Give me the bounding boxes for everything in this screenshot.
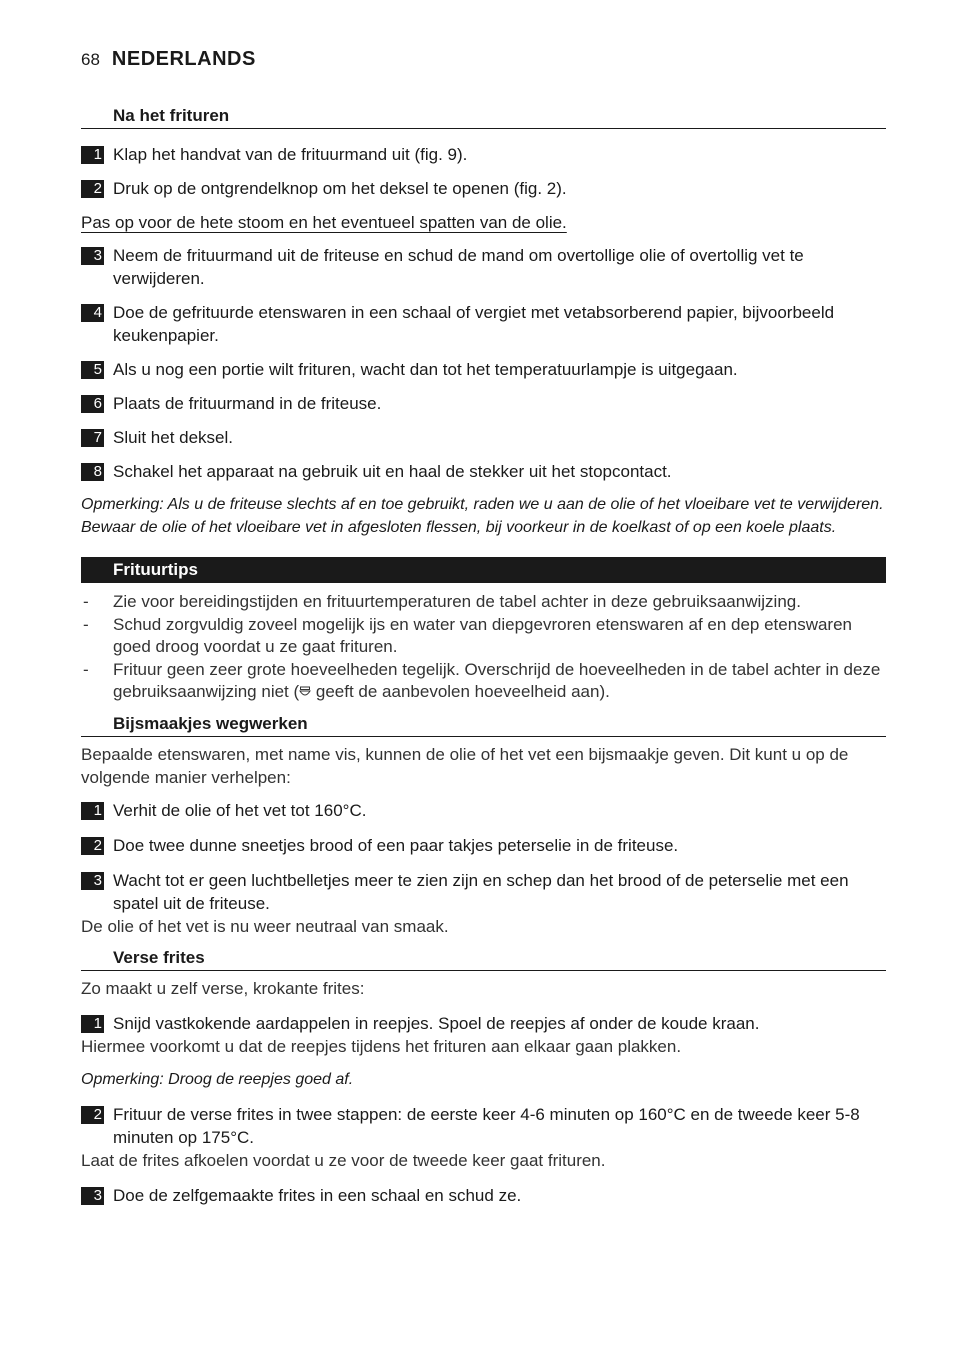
step-4 bbox=[81, 301, 886, 347]
step-number: 6 bbox=[81, 395, 104, 413]
step-1 bbox=[81, 143, 886, 166]
step-text: Neem de frituurmand uit de friteuse en schud de mand om overtollige olie of overtollig vet te verwijderen. bbox=[113, 246, 804, 288]
step-text: Als u nog een portie wilt frituren, wacht dan tot het temperatuurlampje is uitgegaan. bbox=[113, 360, 738, 379]
step-number: 4 bbox=[81, 304, 104, 322]
list-item: - Schud zorgvuldig zoveel mogelijk ijs en water van diepgevroren etenswaren af en dep etenswaren goed droog voordat u ze gaat frituren. bbox=[81, 614, 886, 659]
step-number: 5 bbox=[81, 361, 104, 379]
tip-text-start: Frituur geen zeer grote hoeveelheden tegelijk. Overschrijd de hoeveelheden in de tabel achter in deze gebruiksaanwijzing niet ( bbox=[113, 659, 881, 701]
note-text: Opmerking: Droog de reepjes goed af. bbox=[81, 1070, 354, 1088]
step-text: Plaats de frituurmand in de friteuse. bbox=[113, 394, 382, 413]
step-1 bbox=[81, 1012, 886, 1035]
step-5 bbox=[81, 358, 886, 381]
step-text: Doe de zelfgemaakte frites in een schaal en schud ze. bbox=[113, 1185, 522, 1205]
warning-text: Pas op voor de hete stoom en het eventueel spatten van de olie. bbox=[81, 213, 567, 232]
section-title-na-het-frituren: Na het frituren bbox=[81, 106, 886, 129]
step-followup-text: Hiermee voorkomt u dat de reepjes tijdens het frituren aan elkaar gaan plakken. bbox=[81, 1036, 682, 1056]
intro-text: Bepaalde etenswaren, met name vis, kunnen de olie of het vet een bijsmaakje geven. Dit kunt u op de volgende manier verhelpen: bbox=[81, 744, 849, 787]
step-text: Wacht tot er geen luchtbelletjes meer te zien zijn en schep dan het brood of de peterselie met een spatel uit de friteuse. bbox=[113, 870, 849, 913]
step-text: Sluit het deksel. bbox=[113, 428, 234, 447]
step-2 bbox=[81, 1103, 886, 1149]
language-title: NEDERLANDS bbox=[111, 48, 256, 70]
section-title-bijsmaakjes: Bijsmaakjes wegwerken bbox=[81, 714, 886, 737]
step-number: 3 bbox=[81, 872, 104, 890]
page-number: 68 bbox=[81, 50, 100, 69]
basket-icon bbox=[299, 682, 311, 694]
step-number: 7 bbox=[81, 429, 104, 447]
step-followup-text: Laat de frites afkoelen voordat u ze voor de tweede keer gaat frituren. bbox=[81, 1150, 606, 1170]
step-text: Druk op de ontgrendelknop om het deksel te openen (fig. 2). bbox=[113, 179, 567, 198]
list-item bbox=[81, 659, 886, 704]
page-content bbox=[81, 106, 886, 1207]
tip-text-end: geeft de aanbevolen hoeveelheid aan). bbox=[311, 682, 610, 701]
step-text: Snijd vastkokende aardappelen in reepjes. Spoel de reepjes af onder de koude kraan. bbox=[113, 1013, 760, 1033]
step-text: Doe twee dunne sneetjes brood of een paar takjes peterselie in de friteuse. bbox=[113, 835, 679, 855]
step-number: 1 bbox=[81, 1015, 104, 1033]
note-text: Opmerking: Als u de friteuse slechts af en toe gebruikt, raden we u aan de olie of het vloeibare vet te verwijderen. Bewaar de olie of het vloeibare vet in afgesloten flessen, bij voorkeur in de koelkast of op een koele plaats. bbox=[81, 496, 884, 536]
step-3 bbox=[81, 1184, 886, 1207]
step-text: Klap het handvat van de frituurmand uit (fig. 9). bbox=[113, 145, 468, 164]
step-2 bbox=[81, 177, 886, 200]
result-text: De olie of het vet is nu weer neutraal van smaak. bbox=[81, 916, 449, 936]
step-2 bbox=[81, 834, 886, 857]
step-number: 1 bbox=[81, 802, 104, 820]
step-text: Verhit de olie of het vet tot 160°C. bbox=[113, 800, 367, 820]
step-7 bbox=[81, 426, 886, 449]
step-3 bbox=[81, 869, 886, 915]
step-number: 3 bbox=[81, 247, 104, 265]
step-number: 2 bbox=[81, 180, 104, 198]
step-8 bbox=[81, 460, 886, 483]
step-text: Frituur de verse frites in twee stappen: de eerste keer 4-6 minuten op 160°C en de tweede keer 5-8 minuten op 175°C. bbox=[113, 1104, 860, 1147]
step-number: 1 bbox=[81, 146, 104, 164]
page-header bbox=[81, 48, 256, 71]
intro-text: Zo maakt u zelf verse, krokante frites: bbox=[81, 978, 365, 998]
step-number: 2 bbox=[81, 1106, 104, 1124]
step-text: Schakel het apparaat na gebruik uit en haal de stekker uit het stopcontact. bbox=[113, 462, 672, 481]
step-number: 8 bbox=[81, 463, 104, 481]
step-3 bbox=[81, 244, 886, 290]
step-text: Doe de gefrituurde etenswaren in een schaal of vergiet met vetabsorberend papier, bijvoorbeeld keukenpapier. bbox=[113, 303, 835, 345]
list-item: - Zie voor bereidingstijden en frituurtemperaturen de tabel achter in deze gebruiksaanwijzing. bbox=[81, 591, 886, 614]
step-number: 2 bbox=[81, 837, 104, 855]
step-6 bbox=[81, 392, 886, 415]
section-title-verse-frites: Verse frites bbox=[81, 948, 886, 971]
step-1 bbox=[81, 799, 886, 822]
step-number: 3 bbox=[81, 1187, 104, 1205]
tips-list bbox=[81, 591, 886, 704]
section-title-frituurtips: Frituurtips bbox=[81, 557, 886, 583]
